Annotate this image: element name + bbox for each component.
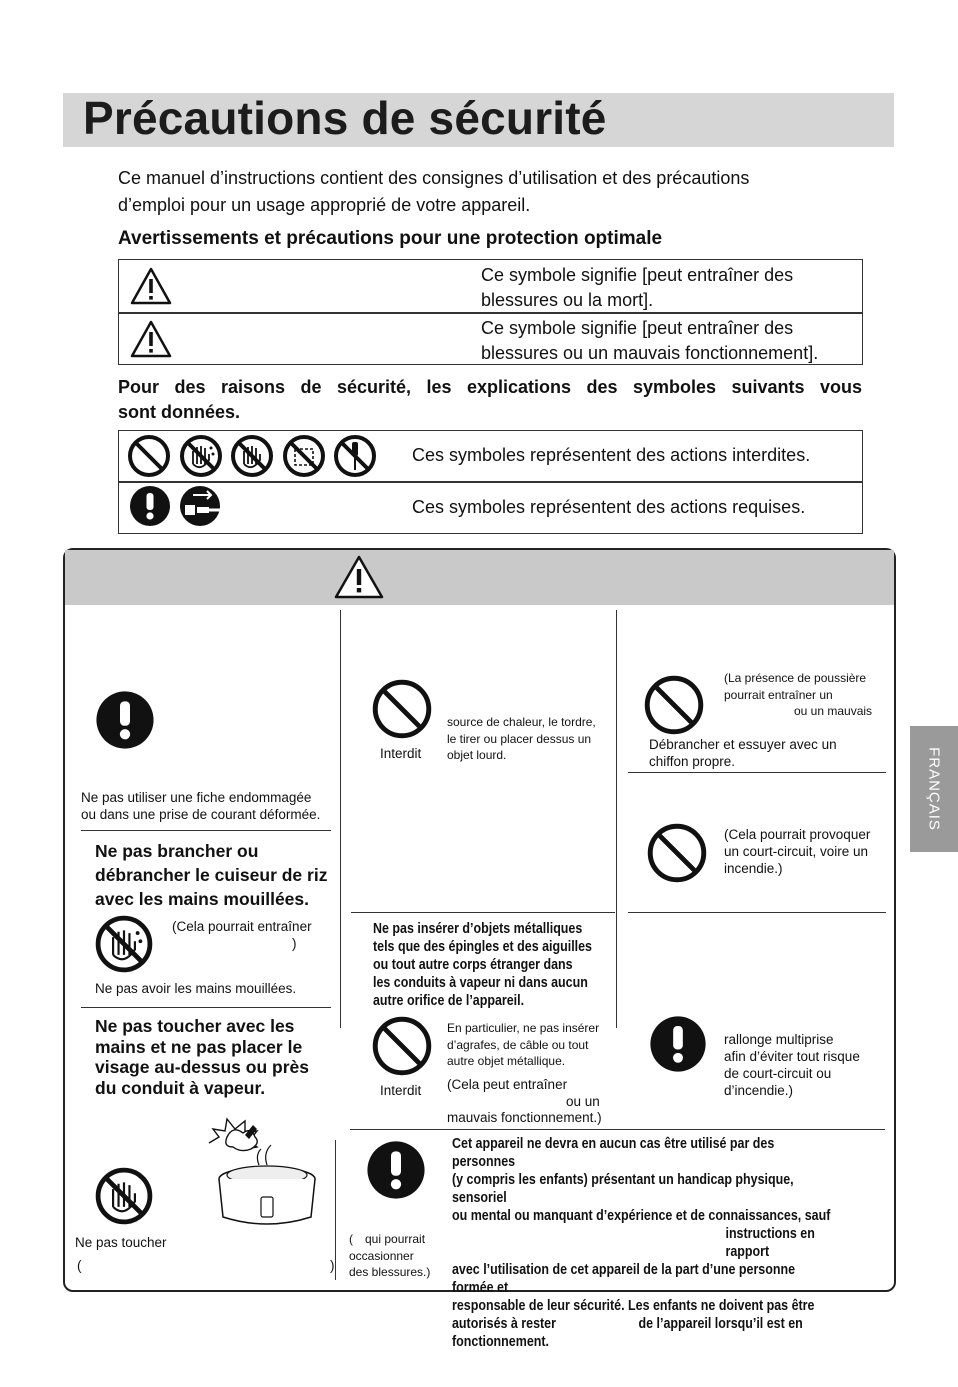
language-tab-label: FRANÇAIS xyxy=(925,747,943,831)
intro-paragraph xyxy=(118,165,858,219)
no-touch-icon xyxy=(94,1166,154,1226)
metal-heading-line-1: Ne pas insérer d’objets métalliques xyxy=(373,921,583,937)
bottom-left-line-1 xyxy=(349,1231,444,1248)
extension-line-3: de court-circuit ou xyxy=(724,1066,832,1081)
bottom-left-line-2: occasionner xyxy=(349,1248,414,1263)
symbol-meaning-table xyxy=(118,259,863,365)
section-divider xyxy=(628,912,886,913)
intro-line-1: Ce manuel d’instructions contient des consignes d’utilisation et des précautions xyxy=(118,168,750,188)
dust-caption-line-2: chiffon propre. xyxy=(649,754,736,769)
symbol-row-1-line-2: blessures ou la mort]. xyxy=(481,290,654,310)
short-circuit-line-1: (Cela pourrait provoquer xyxy=(724,827,871,842)
title-bar xyxy=(63,93,894,147)
appliance-usage-warning xyxy=(452,1135,832,1351)
bottom-left-paren: ( xyxy=(349,1232,353,1246)
no-touch-icon xyxy=(230,434,274,478)
steam-paren-open: ( xyxy=(77,1258,82,1273)
section-divider xyxy=(81,1007,331,1008)
safety-reasons-line-1: Pour des raisons de sécurité, les explications des symboles suivants vous xyxy=(118,377,862,397)
symbol-row-2-line-2: blessures ou un mauvais fonctionnement]. xyxy=(481,343,819,363)
dust-note xyxy=(724,670,872,720)
language-tab xyxy=(910,726,958,852)
cord-text-line-3: objet lourd. xyxy=(447,748,507,762)
metal-text-line-3: autre objet métallique. xyxy=(447,1054,566,1068)
section-divider xyxy=(628,772,886,773)
usage-warning-line-7a: autorisés à rester xyxy=(452,1316,556,1332)
safety-reasons-line-2: sont données. xyxy=(118,402,241,422)
no-screwdriver-icon xyxy=(333,434,377,478)
symbol-row-1-line-1: Ce symbole signifie [peut entraîner des xyxy=(481,265,794,285)
caution-triangle-icon xyxy=(129,319,173,359)
symbol-row-2-line-1: Ce symbole signifie [peut entraîner des xyxy=(481,318,794,338)
metal-text-5: ou un xyxy=(566,1094,600,1109)
prohibited-icon xyxy=(127,434,171,478)
wet-hands-note-1: (Cela pourrait entraîner xyxy=(172,919,312,934)
prohibited-icon xyxy=(371,1015,433,1077)
usage-warning-line-1: Cet appareil ne devra en aucun cas être utilisé par des personnes xyxy=(452,1136,775,1170)
plug-caption xyxy=(81,789,320,823)
page-title: Précautions de sécurité xyxy=(83,92,607,144)
steam-paren-close: ) xyxy=(330,1258,335,1273)
section-divider xyxy=(81,830,331,831)
metal-heading-line-4: les conduits à vapeur ni dans aucun xyxy=(373,975,588,991)
wet-hands-caption: Ne pas avoir les mains mouillées. xyxy=(95,981,297,996)
wet-hands-heading-line-3: avec les mains mouillées. xyxy=(95,889,310,909)
no-disassembly-icon xyxy=(282,434,326,478)
table-divider xyxy=(119,481,862,483)
intro-line-2: d’emploi pour un usage approprié de votre appareil. xyxy=(118,195,531,215)
cord-text-line-2: le tirer ou placer dessus un xyxy=(447,731,592,746)
bottom-left-line-1b: qui pourrait xyxy=(365,1232,426,1246)
plug-caption-line-1: Ne pas utiliser une fiche endommagée xyxy=(81,790,312,805)
prohibited-icon xyxy=(646,822,708,884)
wet-hands-heading xyxy=(95,839,327,911)
usage-warning-line-7 xyxy=(452,1315,832,1333)
extension-line-4: d’incendie.) xyxy=(724,1083,794,1098)
dust-note-line-3: ou un mauvais xyxy=(794,704,873,718)
column-divider xyxy=(340,610,341,1028)
warning-panel-header xyxy=(65,550,894,605)
usage-warning-line-4: instructions en rapport xyxy=(725,1226,815,1260)
dust-caption xyxy=(649,736,837,770)
metal-prohibited-label: Interdit xyxy=(380,1083,422,1098)
required-action-icon xyxy=(366,1140,426,1200)
plug-caption-line-2: ou dans une prise de courant déformée. xyxy=(81,807,321,822)
metal-heading-line-5: autre orifice de l’appareil. xyxy=(373,993,525,1009)
section-divider xyxy=(351,912,615,913)
metal-text-6: mauvais fonctionnement.) xyxy=(447,1110,602,1125)
required-action-icon xyxy=(95,690,155,750)
symbol-row-2-text xyxy=(481,316,818,366)
metal-heading-line-2: tels que des épingles et des aiguilles xyxy=(373,939,593,955)
metal-text-line-1: En particulier, ne pas insérer xyxy=(447,1021,600,1035)
metal-objects-heading xyxy=(373,920,592,1010)
warning-panel xyxy=(63,548,896,1350)
steam-vent-heading-line-3: visage au-dessus ou près xyxy=(95,1057,309,1077)
steam-vent-heading xyxy=(95,1016,309,1098)
no-touch-caption: Ne pas toucher xyxy=(75,1235,167,1250)
required-action-icon xyxy=(649,1015,707,1073)
action-symbols-table xyxy=(118,430,863,534)
cord-text xyxy=(447,714,596,764)
bottom-left-line-3: des blessures.) xyxy=(349,1265,431,1279)
required-action-icon xyxy=(129,485,171,527)
steam-vent-heading-line-4: du conduit à vapeur. xyxy=(95,1077,266,1098)
prohibited-icon xyxy=(371,678,433,740)
wet-hands-note-2: ) xyxy=(292,936,297,951)
short-circuit-note xyxy=(724,826,870,877)
usage-warning-line-5: avec l’utilisation de cet appareil de la part d’une personne formée et xyxy=(452,1262,796,1296)
metal-text xyxy=(447,1020,599,1070)
warnings-heading: Avertissements et précautions pour une protection optimale xyxy=(118,228,663,249)
safety-reasons-text xyxy=(118,375,862,425)
unplug-icon xyxy=(179,485,223,527)
extension-line-2: afin d’éviter tout risque xyxy=(724,1049,860,1064)
column-divider xyxy=(616,610,617,1028)
prohibited-icon xyxy=(643,674,705,736)
warning-header-triangle-icon xyxy=(333,554,385,600)
steam-vent-heading-line-2: mains et ne pas placer le xyxy=(95,1036,303,1057)
short-circuit-line-2: un court-circuit, voire un xyxy=(724,844,869,859)
required-actions-text: Ces symboles représentent des actions requises. xyxy=(412,497,806,517)
usage-warning-line-6: responsable de leur sécurité. Les enfants ne doivent pas être xyxy=(452,1298,815,1314)
extension-cord-note xyxy=(724,1031,860,1099)
usage-warning-line-2: (y compris les enfants) présentant un handicap physique, sensoriel xyxy=(452,1172,794,1206)
usage-warning-line-8: fonctionnement. xyxy=(452,1334,549,1350)
dust-note-line-1: (La présence de poussière xyxy=(724,671,867,685)
section-divider xyxy=(350,1129,885,1130)
cord-text-line-1: source de chaleur, le tordre, xyxy=(447,715,596,729)
column-divider xyxy=(335,1140,336,1280)
steam-vent-heading-line-1: Ne pas toucher avec les xyxy=(95,1016,295,1036)
wet-hands-heading-line-2: débrancher le cuiseur de riz xyxy=(95,865,328,885)
symbol-row-1-text xyxy=(481,263,793,313)
prohibited-actions-text: Ces symboles représentent des actions interdites. xyxy=(412,445,811,465)
warning-triangle-icon xyxy=(129,266,173,306)
wet-hands-heading-line-1: Ne pas brancher ou xyxy=(95,841,259,861)
metal-text-line-2: d’agrafes, de câble ou tout xyxy=(447,1037,589,1052)
usage-warning-line-7b: de l’appareil lorsqu’il est en xyxy=(638,1316,803,1332)
dust-note-line-2: pourrait entraîner un xyxy=(724,687,833,702)
rice-cooker-steam-illustration xyxy=(205,1113,323,1231)
extension-line-1: rallonge multiprise xyxy=(724,1032,834,1047)
metal-text-4: (Cela peut entraîner xyxy=(447,1077,568,1092)
metal-heading-line-3: ou tout autre corps étranger dans xyxy=(373,957,573,973)
usage-warning-line-3: ou mental ou manquant d’expérience et de connaissances, sauf xyxy=(452,1208,831,1224)
dust-caption-line-1: Débrancher et essuyer avec un xyxy=(649,737,837,752)
no-wet-hands-icon xyxy=(179,434,223,478)
bottom-left-note xyxy=(349,1231,444,1281)
cord-prohibited-label: Interdit xyxy=(380,746,422,761)
short-circuit-line-3: incendie.) xyxy=(724,861,783,876)
no-wet-hands-icon xyxy=(94,914,154,974)
